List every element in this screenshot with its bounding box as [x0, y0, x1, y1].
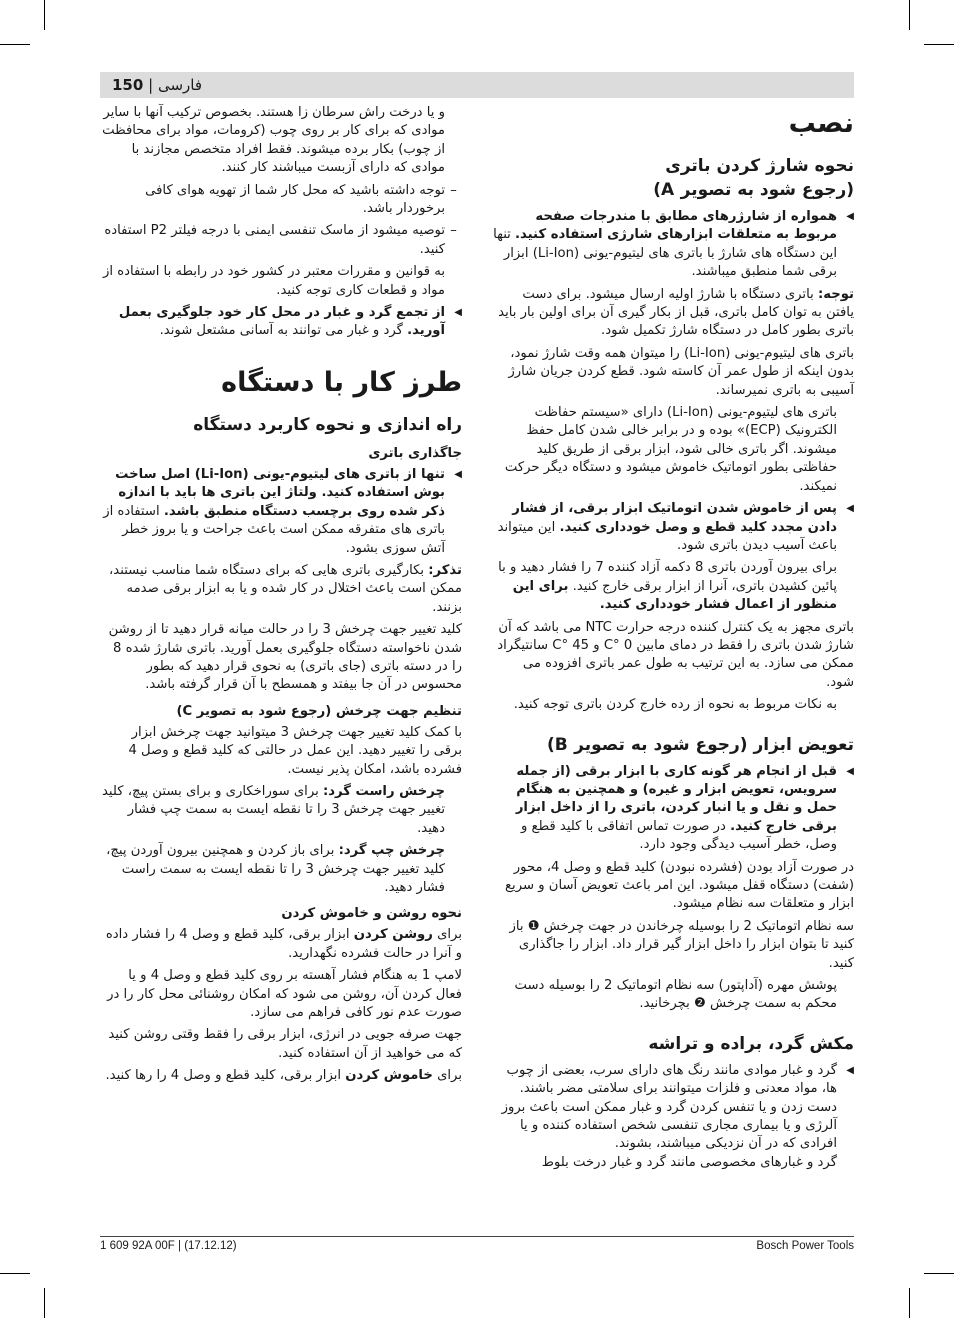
warning-item: ◀ از تجمع گرد و غبار در محل کار خود جلوگیری بعمل آورید. گرد و غبار می توانند به آسانی مشتعل شوند.: [100, 304, 462, 341]
paragraph: سه نظام اتوماتیک 2 را بوسیله چرخاندن در جهت چرخش ❶ باز کنید تا بتوان ابزار را داخل ابزار گیر قرار داد. ابزار را جاگذاری کنید.: [509, 918, 854, 971]
heading-tool-change: تعویض ابزار (رجوع شود به تصویر B): [547, 734, 854, 755]
paragraph: به قوانین و مقررات معتبر در کشور خود در رابطه با استفاده از مواد و قطعات کاری توجه کنید.: [102, 264, 445, 298]
paragraph: برای روشن کردن ابزار برقی، کلید قطع و وصل 4 را فشار داده و آنرا در حالت فشرده نگهدارید.: [105, 927, 462, 961]
warning-item: ◀ تنها از باتری های لیتیوم-یونی (Li-Ion) اصل ساخت بوش استفاده کنید. ولتاژ این باتری ها باید با اندازه ذکر شده روی برچسب دستگاه منطبق باشد. استفاده از باتری های متفرقه ممکن است باعث جراحت و یا بروز خطر آتش سوزی بشود.: [100, 466, 462, 558]
right-column: [492, 108, 854, 1176]
paragraph: باتری های لیتیوم-یونی (Li-Ion) دارای «سیستم حفاظت الکترونیک (ECP)» بوده و در برابر خالی شدن کامل حفظ میشوند. اگر باتری خالی شود، ابزار برقی از طریق کلید حفاظتی بطور اتوماتیک خاموش میشود و دستگاه دیگر حرکت نمیکند.: [504, 405, 837, 494]
paragraph: برای خاموش کردن ابزار برقی، کلید قطع و وصل 4 را رها کنید.: [105, 1068, 462, 1084]
triangle-bullet-icon: ◀: [846, 211, 854, 222]
crop-mark: [44, 0, 45, 30]
subheading-on-off: نحوه روشن و خاموش کردن: [281, 906, 462, 922]
crop-mark: [909, 0, 910, 30]
triangle-bullet-icon: ◀: [846, 765, 854, 777]
crop-mark: [909, 1288, 910, 1318]
paragraph: و یا درخت راش سرطان زا هستند. بخصوص ترکیب آنها با سایر موادی که برای کار بر روی چوب (کرومات، مواد برای محافظت از چوب) بکار برده میشوند. فقط افراد متخصص مجازند با موادی که دارای آزبست میباشند کار کنند.: [102, 105, 445, 176]
paragraph: با کمک کلید تغییر جهت چرخش 3 میتوانید جهت چرخش ابزار برقی را تغییر دهید. این عمل در حالتی که کلید قطع و وصل 4 فشرده باشد، امکان پذیر نیست.: [128, 724, 462, 777]
crop-mark: [924, 44, 954, 45]
crop-mark: [44, 1288, 45, 1318]
note-paragraph: تذکر: بکارگیری باتری هایی که برای دستگاه شما مناسب نیستند، ممکن است باعث اختلال در کار شده و یا به ابزار برقی صدمه بزنند.: [109, 562, 462, 615]
dash-list-item: – توصیه میشود از ماسک تنفسی ایمنی با درجه فیلتر P2 استفاده کنید.: [100, 222, 462, 259]
triangle-bullet-icon: ◀: [454, 307, 462, 319]
subheading-rotation: تنظیم جهت چرخش (رجوع شود به تصویر C): [176, 703, 462, 719]
header-separator: |: [148, 76, 154, 94]
crop-mark: [0, 1273, 30, 1274]
paragraph: کلید تغییر جهت چرخش 3 را در حالت میانه قرار دهید تا از روشن شدن ناخواسته دستگاه جلوگیری بعمل آورید. باتری شارژ شده 8 را در دسته باتری (جای باتری) به نحوی قرار دهید که بطور محسوس در آن جا بیفتد و همسطح با آن قرار گرفته باشد.: [108, 622, 462, 693]
crop-mark: [924, 1273, 954, 1274]
page-header: [100, 72, 854, 98]
warning-item: ◀ گرد و غبار موادی مانند رنگ های دارای سرب، بعضی از چوب ها، مواد معدنی و فلزات میتوانند برای سلامتی مضر باشند. دست زدن و یا تنفس کردن گرد و غبار ممکن است باعث بروز آلرژی و یا بیماری مجاری تنفسی شخص استفاده کننده و یا افرادی که در آن نزدیکی میباشند، بشوند. گرد و غبارهای مخصوصی مانند گرد و غبار درخت بلوط: [492, 1062, 854, 1172]
paragraph: لامپ 1 به هنگام فشار آهسته بر روی کلید قطع و وصل 4 و یا فعال کردن آن، روشن می شود که امکان روشنائی محل کار را در صورت عدم نور کافی فراهم می سازد.: [107, 968, 462, 1021]
crop-mark: [0, 44, 30, 45]
warning-item: ◀ پس از خاموش شدن اتوماتیک ابزار برقی، از فشار دادن مجدد کلید قطع و وصل خودداری کنید. این میتواند باعث آسیب دیدن باتری شود.: [492, 500, 854, 555]
page-number: 150: [112, 76, 144, 94]
footer-brand: Bosch Power Tools: [756, 1240, 854, 1252]
paragraph: در صورت آزاد بودن (فشرده نبودن) کلید قطع و وصل 4، محور (شفت) دستگاه قفل میشود. این امر باعث تعویض آسان و سریع ابزار و متعلقات سه نظام میشود.: [505, 859, 854, 912]
dash-bullet: –: [450, 223, 457, 239]
section-title-operation: طرز کار با دستگاه: [221, 366, 462, 398]
paragraph: چرخش راست گرد: برای سوراخکاری و برای بستن پیچ، کلید تغییر جهت چرخش 3 را تا نقطه ایست به سمت چپ فشار دهید.: [101, 783, 445, 836]
subheading-battery-insert: جاگذاری باتری: [368, 445, 462, 461]
triangle-bullet-icon: ◀: [846, 503, 854, 515]
paragraph: چرخش چپ گرد: برای باز کردن و همچنین بیرون آوردن پیچ، کلید تغییر جهت چرخش 3 را تا نقطه ایست به سمت راست فشار دهید.: [106, 843, 445, 895]
heading-battery-charging: نحوه شارژ کردن باتری (رجوع شود به تصویر A): [653, 156, 854, 200]
section-title-installation: نصب: [788, 108, 854, 139]
paragraph: پوشش مهره (آداپتور) سه نظام اتوماتیک 2 را بوسیله دست محکم به سمت چرخش ❷ بچرخانید.: [514, 978, 837, 1012]
dash-bullet: –: [450, 182, 457, 198]
footer-rule: [100, 1236, 854, 1237]
warning-item: ◀ همواره از شارژرهای مطابق با مندرجات صفحه مربوط به متعلقات ابزارهای شارژی استفاده کنید. تنها این دستگاه های شارژ با باتری های لیتیوم-یونی (Li-Ion) ابزار برقی شما منطبق میباشند.: [492, 208, 854, 282]
paragraph: باتری مجهز به یک کنترل کننده درجه حرارت NTC می باشد که آن شارژ شدن باتری را فقط در دمای مابین 0 °C و 45 °C سانتیگراد ممکن می سازد. به این ترتیب به طول عمر باتری افزوده می شود.: [497, 619, 854, 690]
warning-item: ◀ قبل از انجام هر گونه کاری با ابزار برقی (از جمله سرویس، تعویض ابزار و غیره) و همچنین به هنگام حمل و نقل و یا انبار کردن، باتری را از داخل ابزار برقی خارج کنید. در صورت تماس اتفاقی با کلید قطع و وصل، خطر آسیب دیدگی وجود دارد.: [492, 763, 854, 855]
paragraph: به نکات مربوط به نحوه از رده خارج کردن باتری توجه کنید.: [513, 697, 837, 713]
triangle-bullet-icon: ◀: [846, 1064, 854, 1076]
page-header-label: [112, 74, 202, 96]
header-language: فارسی: [157, 76, 202, 94]
dash-list-item: – توجه داشته باشید که محل کار شما از تهویه هوای کافی برخوردار باشد.: [100, 182, 462, 219]
triangle-bullet-icon: ◀: [454, 468, 462, 480]
heading-startup: راه اندازی و نحوه کاربرد دستگاه: [193, 414, 462, 435]
heading-dust-extraction: مکش گرد، براده و تراشه: [648, 1033, 854, 1054]
footer-doc-number: 1 609 92A 00F | (17.12.12): [100, 1240, 237, 1252]
paragraph: جهت صرفه جویی در انرژی، ابزار برقی را فقط وقتی روشن کنید که می خواهید از آن استفاده کنید.: [108, 1027, 462, 1061]
left-column: [100, 104, 462, 1090]
note-paragraph: توجه: باتری دستگاه با شارژ اولیه ارسال میشود. برای دست یافتن به توان کامل باتری، قبل از بکار گیری آن برای اولین بار باید باتری بطور کامل در دستگاه شارژ تکمیل شود.: [498, 286, 854, 339]
paragraph: برای بیرون آوردن باتری 8 دکمه آزاد کننده 7 را فشار دهید و با پائین کشیدن باتری، آنرا از ابزار برقی خارج کنید. برای این منظور از اعمال فشار خودداری کنید.: [498, 560, 837, 613]
paragraph: باتری های لیتیوم-یونی (Li-Ion) را میتوان همه وقت شارژ نمود، بدون اینکه از طول عمر آن کاسته شود. قطع کردن جریان شارژ آسیبی به باتری نمیرساند.: [508, 345, 854, 398]
